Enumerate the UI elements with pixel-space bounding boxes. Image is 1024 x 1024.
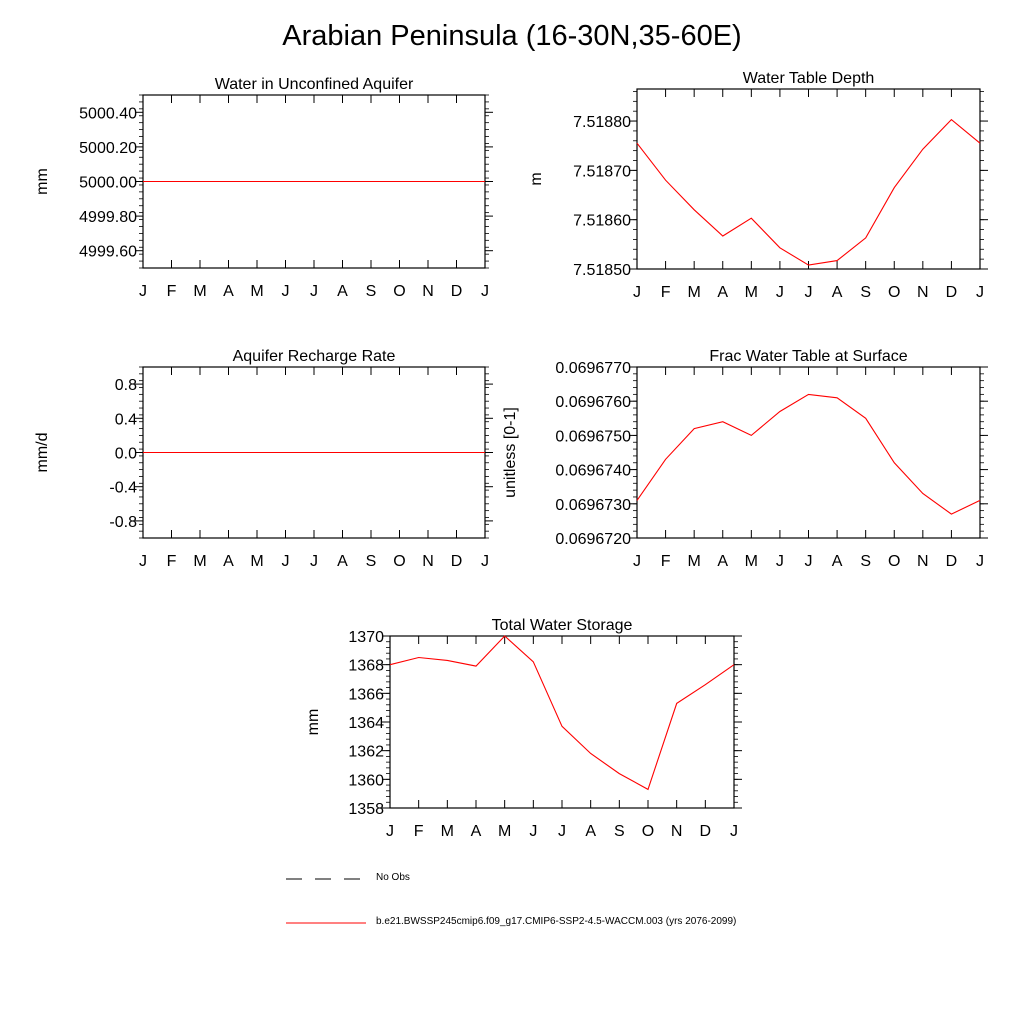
x-tick-label: J (481, 283, 489, 300)
x-tick-label: J (730, 823, 738, 840)
chart-panel-1 (34, 76, 493, 300)
y-tick-label: 1364 (348, 715, 384, 732)
x-tick-label: N (422, 283, 434, 300)
x-tick-label: A (337, 283, 348, 300)
x-tick-label: J (281, 283, 290, 300)
y-tick-label: 0.0696740 (555, 462, 631, 480)
x-tick-label: M (498, 823, 512, 840)
x-tick-label: M (250, 283, 264, 300)
y-axis-label: mm (34, 168, 51, 195)
x-tick-label: F (166, 283, 177, 300)
y-tick-label: 1368 (348, 657, 384, 675)
x-tick-label: J (633, 553, 641, 570)
y-tick-label: 7.51870 (573, 163, 631, 181)
series-line (637, 394, 980, 514)
x-tick-label: J (310, 553, 318, 570)
y-tick-label: 1370 (348, 629, 384, 646)
x-tick-label: D (450, 553, 463, 570)
y-tick-label: -0.4 (109, 479, 137, 497)
x-tick-label: A (717, 553, 729, 570)
y-tick-label: 1360 (348, 772, 384, 790)
x-tick-label: F (166, 553, 177, 570)
chart-panel-4 (502, 348, 988, 570)
plot-frame (637, 367, 980, 538)
y-tick-label: 7.51880 (573, 114, 631, 132)
y-axis-label: m (528, 172, 545, 186)
x-tick-label: A (831, 553, 843, 570)
y-tick-label: 0.0696720 (555, 531, 631, 548)
series-line (390, 636, 734, 789)
legend-model-swatch (286, 916, 366, 930)
y-tick-label: 0.8 (114, 377, 137, 395)
y-axis-label: mm (305, 708, 322, 736)
x-tick-label: M (744, 553, 758, 570)
x-tick-label: J (281, 553, 290, 570)
x-tick-label: N (917, 284, 929, 301)
y-axis-label: mm/d (34, 432, 51, 473)
x-tick-label: J (804, 284, 813, 301)
y-tick-label: 1362 (348, 743, 384, 761)
x-tick-label: D (945, 284, 958, 301)
x-tick-label: A (585, 823, 597, 840)
x-tick-label: J (481, 553, 489, 570)
chart-panel-2 (528, 70, 988, 301)
plot-frame (390, 636, 734, 808)
x-tick-label: A (831, 284, 843, 301)
panel-title: Frac Water Table at Surface (709, 348, 908, 365)
legend-model-label: b.e21.BWSSP245cmip6.f09_g17.CMIP6-SSP2-4.5-WACCM.003 (yrs 2076-2099) (376, 916, 737, 927)
x-tick-label: J (139, 553, 147, 570)
y-tick-label: 5000.00 (79, 174, 137, 192)
x-tick-label: S (613, 823, 625, 840)
y-tick-label: 5000.40 (79, 105, 137, 123)
x-tick-label: S (860, 284, 872, 301)
x-tick-label: J (976, 553, 984, 570)
x-tick-label: S (365, 283, 377, 300)
y-tick-label: -0.8 (109, 513, 137, 531)
x-tick-label: A (470, 823, 482, 840)
plot-frame (637, 89, 980, 269)
x-tick-label: M (744, 284, 758, 301)
chart-panel-5 (305, 617, 742, 840)
x-tick-label: J (139, 283, 147, 300)
x-tick-label: F (660, 284, 671, 301)
y-tick-label: 1366 (348, 686, 384, 704)
x-tick-label: O (641, 823, 655, 840)
y-tick-label: 4999.80 (79, 209, 137, 227)
y-tick-label: 0.0696730 (555, 496, 631, 514)
chart-panel-3 (34, 348, 493, 570)
x-tick-label: M (687, 553, 701, 570)
x-tick-label: S (365, 553, 377, 570)
x-tick-label: O (393, 553, 406, 570)
x-tick-label: M (440, 823, 454, 840)
panel-title: Total Water Storage (491, 617, 633, 634)
panel-title: Water Table Depth (742, 70, 875, 87)
x-tick-label: D (450, 283, 463, 300)
y-tick-label: 4999.60 (79, 243, 137, 261)
x-tick-label: M (687, 284, 701, 301)
x-tick-label: J (633, 284, 641, 301)
y-axis-label: unitless [0-1] (502, 407, 519, 498)
x-tick-label: S (860, 553, 872, 570)
x-tick-label: N (670, 823, 683, 840)
x-tick-label: J (976, 284, 984, 301)
x-tick-label: M (193, 553, 207, 570)
x-tick-label: J (529, 823, 538, 840)
x-tick-label: N (917, 553, 929, 570)
y-tick-label: 7.51860 (573, 212, 631, 230)
x-tick-label: D (699, 823, 712, 840)
x-tick-label: J (386, 823, 394, 840)
x-tick-label: A (337, 553, 348, 570)
x-tick-label: A (223, 283, 234, 300)
page-title: Arabian Peninsula (16-30N,35-60E) (282, 20, 742, 52)
legend-obs-label: No Obs (376, 872, 410, 883)
y-tick-label: 0.0696760 (555, 394, 631, 412)
x-tick-label: O (888, 284, 901, 301)
x-tick-label: J (804, 553, 813, 570)
x-tick-label: M (250, 553, 264, 570)
y-tick-label: 7.51850 (573, 262, 631, 279)
y-tick-label: 0.4 (114, 411, 137, 429)
legend-obs-swatch (286, 872, 366, 886)
y-tick-label: 0.0696750 (555, 428, 631, 446)
x-tick-label: J (558, 823, 566, 840)
x-tick-label: O (393, 283, 406, 300)
x-tick-label: N (422, 553, 434, 570)
x-tick-label: D (945, 553, 958, 570)
panel-title: Aquifer Recharge Rate (232, 348, 396, 365)
x-tick-label: M (193, 283, 207, 300)
x-tick-label: O (888, 553, 901, 570)
series-line (637, 120, 980, 266)
x-tick-label: F (413, 823, 424, 840)
x-tick-label: A (717, 284, 729, 301)
x-tick-label: J (310, 283, 318, 300)
x-tick-label: J (775, 284, 784, 301)
y-tick-label: 5000.20 (79, 139, 137, 157)
x-tick-label: F (660, 553, 671, 570)
y-tick-label: 0.0 (114, 445, 137, 463)
y-tick-label: 1358 (348, 801, 384, 818)
panel-title: Water in Unconfined Aquifer (214, 76, 414, 93)
y-tick-label: 0.0696770 (555, 360, 631, 377)
x-tick-label: A (223, 553, 234, 570)
x-tick-label: J (775, 553, 784, 570)
